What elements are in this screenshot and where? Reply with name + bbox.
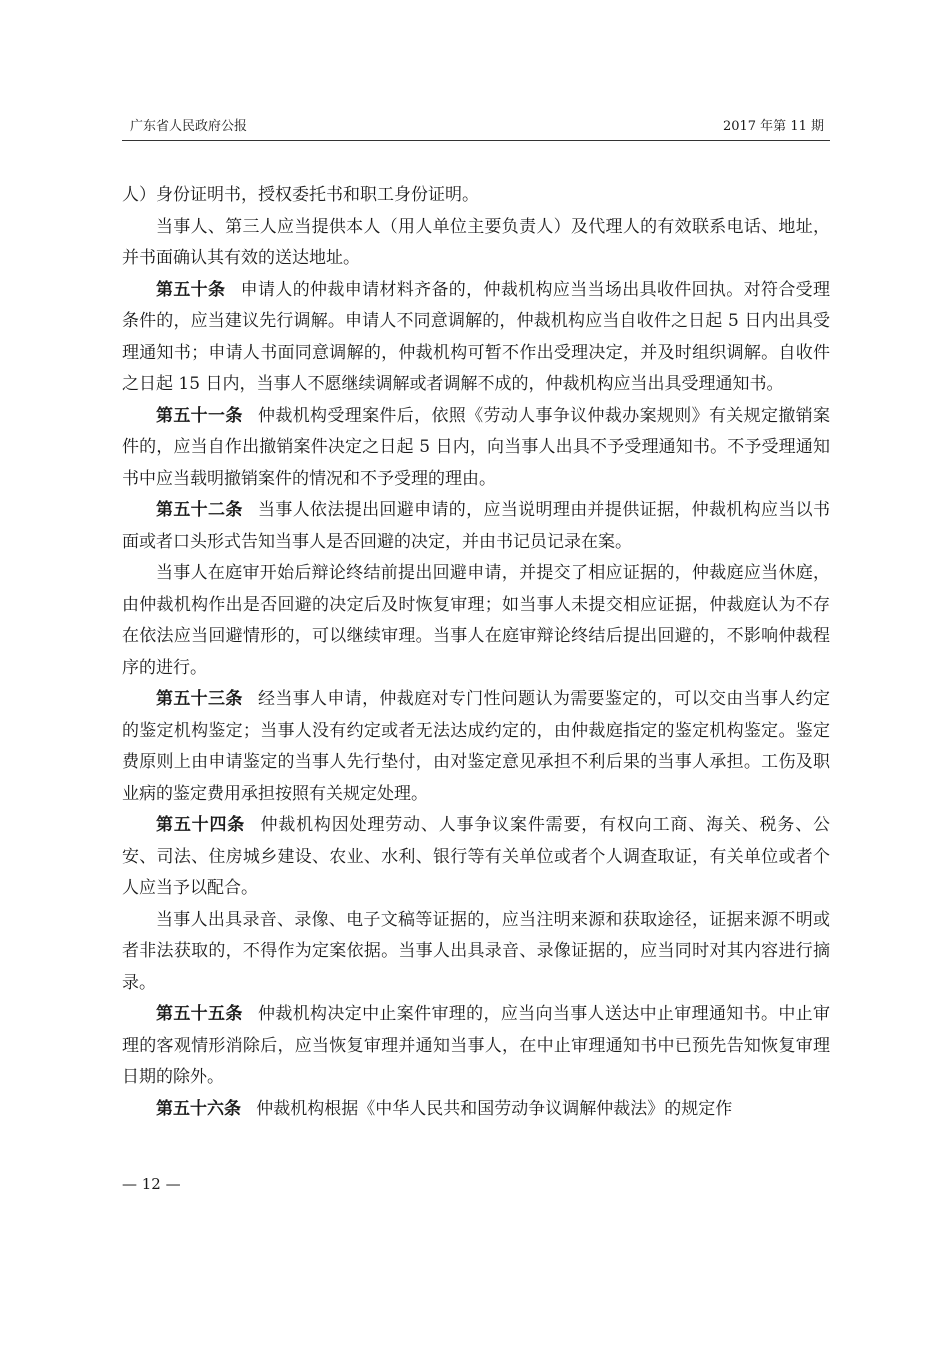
paragraph — [122, 558, 830, 684]
article-number: 第五十三条 — [156, 689, 243, 709]
article-number: 第五十二条 — [156, 500, 243, 520]
paragraph-text: 当事人出具录音、录像、电子文稿等证据的，应当注明来源和获取途径，证据来源不明或者非法获取的，不得作为定案依据。当事人出具录音、录像证据的，应当同时对其内容进行摘录。 — [122, 909, 830, 993]
paragraph-text: 经当事人申请，仲裁庭对专门性问题认为需要鉴定的，可以交由当事人约定的鉴定机构鉴定；当事人没有约定或者无法达成约定的，由仲裁庭指定的鉴定机构鉴定。鉴定费原则上由申请鉴定的当事人先行垫付，由对鉴定意见承担不利后果的当事人承担。工伤及职业病的鉴定费用承担按照有关规定处理。 — [122, 689, 831, 804]
publication-title: 广东省人民政府公报 — [130, 119, 248, 134]
paragraph-text: 当事人、第三人应当提供本人（用人单位主要负责人）及代理人的有效联系电话、地址，并书面确认其有效的送达地址。 — [122, 216, 830, 268]
paragraph — [122, 401, 830, 496]
issue-number: 2017 年第 11 期 — [722, 119, 824, 134]
paragraph — [122, 180, 830, 212]
paragraph-text: 当事人在庭审开始后辩论终结前提出回避申请，并提交了相应证据的，仲裁庭应当休庭，由仲裁机构作出是否回避的决定后及时恢复审理；如当事人未提交相应证据，仲裁庭认为不存在依法应当回避情形的，可以继续审理。当事人在庭审辩论终结后提出回避的，不影响仲裁程序的进行。 — [122, 563, 830, 678]
paragraph — [122, 212, 830, 275]
paragraph — [122, 275, 830, 401]
paragraph-text: 人）身份证明书，授权委托书和职工身份证明。 — [122, 185, 479, 205]
paragraph — [122, 905, 830, 1000]
body-text — [122, 180, 830, 1125]
article-number: 第五十六条 — [156, 1098, 241, 1119]
paragraph — [122, 810, 830, 905]
paragraph — [122, 999, 830, 1094]
paragraph-text: 当事人依法提出回避申请的，应当说明理由并提供证据，仲裁机构应当以书面或者口头形式告知当事人是否回避的决定，并由书记员记录在案。 — [122, 500, 831, 552]
article-number: 第五十一条 — [156, 405, 243, 426]
paragraph-text: 仲裁机构因处理劳动、人事争议案件需要，有权向工商、海关、税务、公安、司法、住房城乡建设、农业、水利、银行等有关单位或者个人调查取证，有关单位或者个人应当予以配合。 — [122, 815, 831, 898]
paragraph-text: 仲裁机构根据《中华人民共和国劳动争议调解仲裁法》的规定作 — [256, 1098, 733, 1119]
paragraph — [122, 495, 830, 558]
article-number: 第五十四条 — [156, 815, 246, 835]
paragraph-text: 仲裁机构决定中止案件审理的，应当向当事人送达中止审理通知书。中止审理的客观情形消除后，应当恢复审理并通知当事人，在中止审理通知书中已预先告知恢复审理日期的除外。 — [122, 1004, 831, 1087]
paragraph-text: 仲裁机构受理案件后，依照《劳动人事争议仲裁办案规则》有关规定撤销案件的，应当自作出撤销案件决定之日起 5 日内，向当事人出具不予受理通知书。不予受理通知书中应当载明撤销案件的情况和不予受理的理由。 — [122, 405, 831, 489]
page-header — [122, 118, 830, 141]
paragraph — [122, 1094, 830, 1126]
paragraph — [122, 684, 830, 810]
page-number: — 12 — — [122, 1175, 181, 1193]
article-number: 第五十五条 — [156, 1004, 243, 1024]
article-number: 第五十条 — [156, 279, 226, 300]
paragraph-text: 申请人的仲裁申请材料齐备的，仲裁机构应当当场出具收件回执。对符合受理条件的，应当建议先行调解。申请人不同意调解的，仲裁机构应当自收件之日起 5 日内出具受理通知书；申请人书面同意调解的，仲裁机构可暂不作出受理决定，并及时组织调解。自收件之日起 15 日内，当事人不愿继续调解或者调解不成的，仲裁机构应当出具受理通知书。 — [122, 279, 831, 394]
